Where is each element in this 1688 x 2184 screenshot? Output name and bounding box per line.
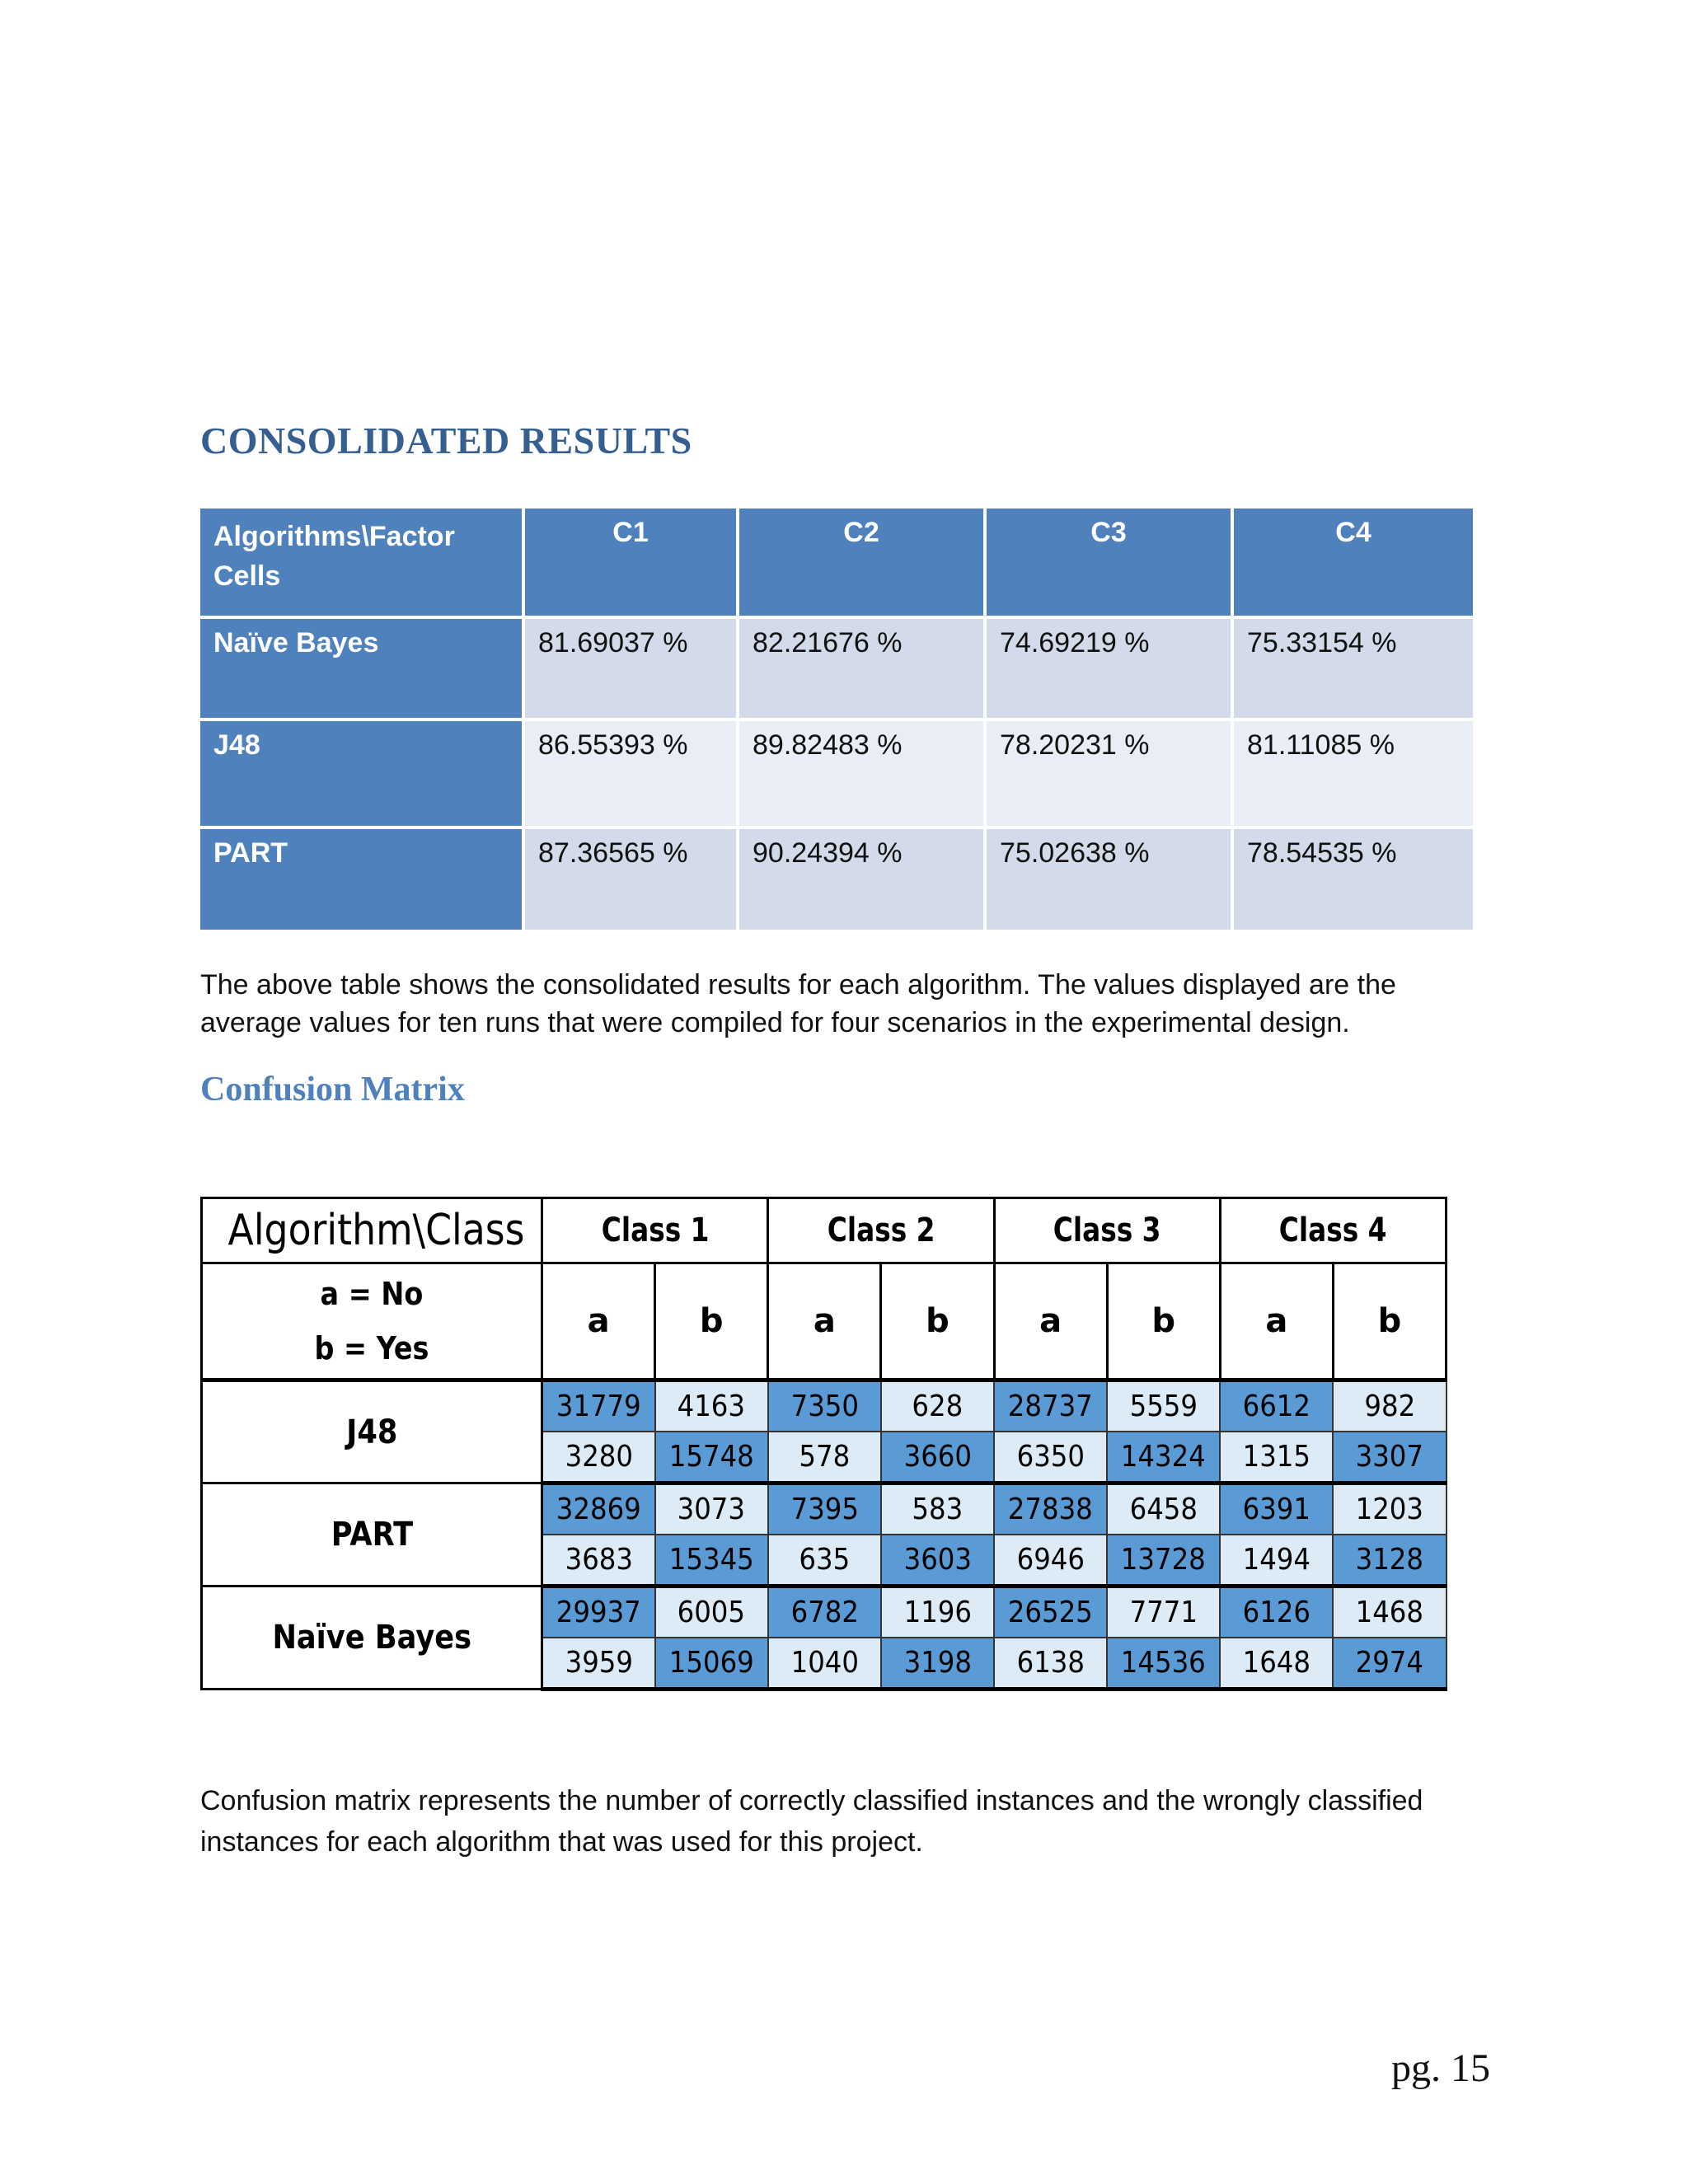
cm-class-header: Class 3 [1015, 1198, 1200, 1263]
cm-value-cell: 14536 [1107, 1638, 1220, 1690]
cm-value-cell: 1203 [1333, 1483, 1446, 1535]
cm-value-cell: 27838 [994, 1483, 1107, 1535]
results-value-cell: 86.55393 % [525, 721, 736, 826]
cm-value-cell: 1648 [1220, 1638, 1333, 1690]
cm-value-cell: 1494 [1220, 1535, 1333, 1586]
cm-value-cell: 15748 [655, 1432, 768, 1483]
cm-value-cell: 1196 [881, 1586, 994, 1638]
cm-value-cell: 982 [1333, 1380, 1446, 1432]
cm-value-cell: 3959 [542, 1638, 655, 1690]
cm-value-cell: 15345 [655, 1535, 768, 1586]
cm-value-cell: 3073 [655, 1483, 768, 1535]
cm-value-cell: 578 [768, 1432, 881, 1483]
cm-value-cell: 31779 [542, 1380, 655, 1432]
results-header-cell: C2 [739, 509, 983, 616]
results-header-cell: C3 [987, 509, 1231, 616]
cm-value-cell: 32869 [542, 1483, 655, 1535]
results-row [200, 619, 1473, 718]
cm-legend-a: a = No [320, 1276, 424, 1312]
cm-algorithm-name: Naïve Bayes [202, 1586, 542, 1690]
cm-value-cell: 3280 [542, 1432, 655, 1483]
cm-sub-b: b [1107, 1263, 1220, 1380]
cm-class-header-row [202, 1198, 1447, 1263]
cm-value-cell: 3128 [1333, 1535, 1446, 1586]
cm-value-cell: 1040 [768, 1638, 881, 1690]
cm-value-cell: 26525 [994, 1586, 1107, 1638]
cm-value-cell: 3683 [542, 1535, 655, 1586]
results-row [200, 829, 1473, 930]
results-value-cell: 78.20231 % [987, 721, 1231, 826]
results-algorithm-name: J48 [200, 721, 522, 826]
cm-value-cell: 1315 [1220, 1432, 1333, 1483]
consolidated-results-table [197, 505, 1476, 933]
cm-value-cell: 6612 [1220, 1380, 1333, 1432]
cm-value-cell: 6782 [768, 1586, 881, 1638]
cm-sub-a: a [768, 1263, 881, 1380]
cm-value-cell: 583 [881, 1483, 994, 1535]
section-heading-confusion-matrix: Confusion Matrix [200, 1071, 465, 1108]
results-caption: The above table shows the consolidated results for each algorithm. The values displayed are the average values for ten runs that were compiled for four scenarios in the experimental design. [200, 969, 1396, 1038]
cm-value-cell: 6391 [1220, 1483, 1333, 1535]
cm-data-row [202, 1483, 1447, 1535]
cm-legend-b: b = Yes [314, 1330, 429, 1366]
cm-class-header: Class 1 [562, 1198, 748, 1263]
cm-value-cell: 14324 [1107, 1432, 1220, 1483]
results-header-cell: C1 [525, 509, 736, 616]
confusion-caption: Confusion matrix represents the number of correctly classified instances and the wrongly classified instances for each algorithm that was used for this project. [200, 1785, 1423, 1858]
results-value-cell: 81.69037 % [525, 619, 736, 718]
cm-value-cell: 13728 [1107, 1535, 1220, 1586]
results-value-cell: 90.24394 % [739, 829, 983, 930]
cm-value-cell: 7350 [768, 1380, 881, 1432]
cm-value-cell: 635 [768, 1535, 881, 1586]
cm-value-cell: 7395 [768, 1483, 881, 1535]
cm-sub-b: b [1333, 1263, 1446, 1380]
results-value-cell: 78.54535 % [1234, 829, 1473, 930]
cm-value-cell: 15069 [655, 1638, 768, 1690]
results-header-row [200, 509, 1473, 616]
cm-class-header: Class 2 [788, 1198, 973, 1263]
results-value-cell: 74.69219 % [987, 619, 1231, 718]
cm-value-cell: 5559 [1107, 1380, 1220, 1432]
cm-algorithm-name: J48 [202, 1380, 542, 1483]
cm-sub-a: a [1220, 1263, 1333, 1380]
cm-value-cell: 6138 [994, 1638, 1107, 1690]
cm-value-cell: 6350 [994, 1432, 1107, 1483]
cm-value-cell: 6005 [655, 1586, 768, 1638]
cm-value-cell: 3660 [881, 1432, 994, 1483]
cm-value-cell: 2974 [1333, 1638, 1446, 1690]
cm-sub-b: b [655, 1263, 768, 1380]
cm-value-cell: 3603 [881, 1535, 994, 1586]
cm-corner-label: Algorithm\Class [202, 1198, 542, 1263]
cm-sub-b: b [881, 1263, 994, 1380]
results-algorithm-name: PART [200, 829, 522, 930]
results-value-cell: 75.33154 % [1234, 619, 1473, 718]
cm-algorithm-name: PART [202, 1483, 542, 1586]
results-algorithm-name: Naïve Bayes [200, 619, 522, 718]
cm-class-header: Class 4 [1240, 1198, 1426, 1263]
results-value-cell: 89.82483 % [739, 721, 983, 826]
results-header-cell: Algorithms\Factor Cells [200, 509, 522, 616]
confusion-matrix-table [200, 1197, 1447, 1691]
cm-value-cell: 628 [881, 1380, 994, 1432]
cm-value-cell: 6946 [994, 1535, 1107, 1586]
cm-value-cell: 6126 [1220, 1586, 1333, 1638]
cm-value-cell: 29937 [542, 1586, 655, 1638]
cm-value-cell: 6458 [1107, 1483, 1220, 1535]
cm-legend [202, 1263, 542, 1380]
cm-value-cell: 7771 [1107, 1586, 1220, 1638]
cm-value-cell: 4163 [655, 1380, 768, 1432]
page-number: pg. 15 [1391, 2046, 1490, 2090]
cm-sub-a: a [542, 1263, 655, 1380]
results-value-cell: 75.02638 % [987, 829, 1231, 930]
results-row [200, 721, 1473, 826]
cm-value-cell: 28737 [994, 1380, 1107, 1432]
cm-sub-a: a [994, 1263, 1107, 1380]
results-value-cell: 82.21676 % [739, 619, 983, 718]
results-header-cell: C4 [1234, 509, 1473, 616]
cm-data-row [202, 1380, 1447, 1432]
cm-value-cell: 3198 [881, 1638, 994, 1690]
cm-value-cell: 1468 [1333, 1586, 1446, 1638]
section-heading-consolidated-results: CONSOLIDATED RESULTS [200, 419, 692, 462]
cm-value-cell: 3307 [1333, 1432, 1446, 1483]
cm-subheader-row [202, 1263, 1447, 1380]
results-value-cell: 87.36565 % [525, 829, 736, 930]
cm-data-row [202, 1586, 1447, 1638]
results-value-cell: 81.11085 % [1234, 721, 1473, 826]
